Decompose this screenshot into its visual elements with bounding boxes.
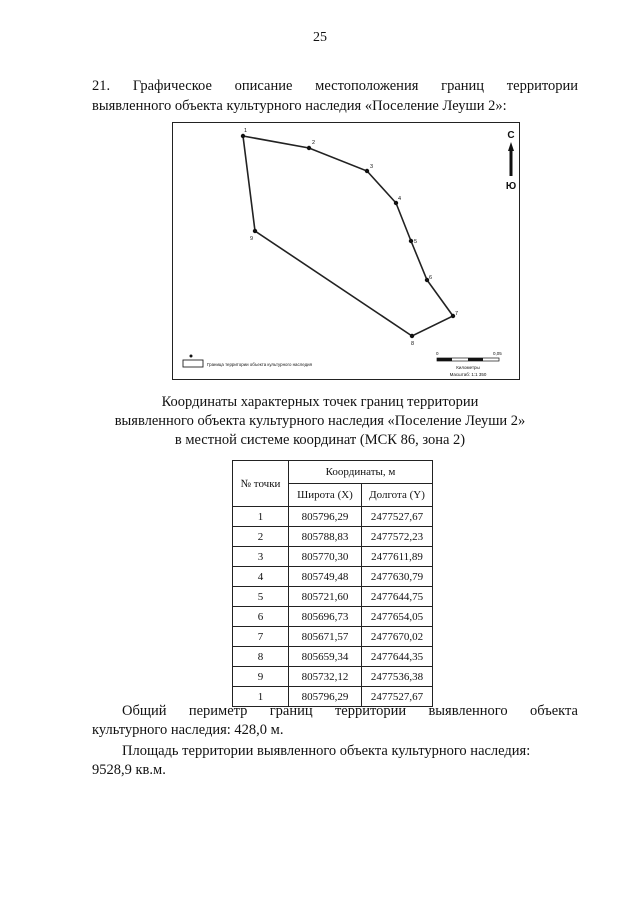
heading-word: описание [234,78,293,94]
heading-line-1 [92,76,578,96]
map-legend [183,355,313,368]
longitude-cell: 2477644,75 [362,587,433,607]
perimeter-word: объекта [529,703,578,719]
heading-word: границ [441,78,485,94]
point-number-cell: 7 [233,627,289,647]
latitude-cell: 805796,29 [289,687,362,707]
legend-boundary-swatch [183,360,203,367]
area-line-1: Площадь территории выявленного объекта культурного наследия: [122,743,531,759]
vertex-label-4: 4 [398,196,402,202]
coordinates-table [232,460,433,707]
heading-line-2: выявленного объекта культурного наследия «Поселение Леуши 2»: [92,98,507,114]
table-row [233,587,433,607]
vertex-label-9: 9 [250,236,254,242]
section-heading [92,76,578,116]
vertex-label-6: 6 [429,275,433,281]
latitude-cell: 805788,83 [289,527,362,547]
header-latitude: Широта (X) [289,484,362,507]
vertex-point-9 [253,229,257,233]
vertex-label-7: 7 [455,311,459,317]
map-drawing [173,123,521,381]
table-row [233,527,433,547]
scale-bar-segment [468,358,483,361]
arrow-head-icon [508,142,514,151]
table-row [233,667,433,687]
vertex-labels [244,128,458,347]
heading-word: территории [506,78,578,94]
perimeter-word: выявленного [428,703,508,719]
scale-units-label: Километры [456,365,480,370]
longitude-cell: 2477527,67 [362,687,433,707]
table-row [233,607,433,627]
longitude-cell: 2477611,89 [362,547,433,567]
perimeter-word: территории [334,703,407,719]
latitude-cell: 805732,12 [289,667,362,687]
vertex-markers [241,134,455,338]
header-coordinates: Координаты, м [289,461,433,484]
point-number-cell: 6 [233,607,289,627]
longitude-cell: 2477654,05 [362,607,433,627]
longitude-cell: 2477670,02 [362,627,433,647]
point-number-cell: 1 [233,507,289,527]
longitude-cell: 2477527,67 [362,507,433,527]
boundary-line [243,136,453,336]
north-arrow-icon [506,130,516,192]
perimeter-paragraph [92,702,578,740]
caption-line-2: выявленного объекта культурного наследия «Поселение Леуши 2» [114,413,526,429]
point-number-cell: 4 [233,567,289,587]
point-number-cell: 3 [233,547,289,567]
perimeter-word: Общий [122,703,167,719]
vertex-label-5: 5 [414,239,418,245]
scale-end-label: 0,05 [493,351,502,356]
table-row [233,507,433,527]
caption-line-1: Координаты характерных точек границ территории [161,394,479,410]
vertex-label-1: 1 [244,128,248,134]
latitude-cell: 805671,57 [289,627,362,647]
header-longitude: Долгота (Y) [362,484,433,507]
longitude-cell: 2477630,79 [362,567,433,587]
vertex-point-8 [410,334,414,338]
table-body [233,507,433,707]
heading-word: 21. [92,78,111,94]
scale-bar-segment [437,358,452,361]
point-number-cell: 2 [233,527,289,547]
legend-point-icon [190,355,193,358]
boundary-polygon [243,136,453,336]
perimeter-word: периметр [188,703,248,719]
area-paragraph [92,742,578,780]
scale-bar [436,351,502,377]
vertex-label-3: 3 [370,164,374,170]
latitude-cell: 805749,48 [289,567,362,587]
scale-zero-label: 0 [436,351,439,356]
boundary-map [172,122,520,380]
vertex-label-2: 2 [312,140,316,146]
arrow-shaft [510,151,513,176]
vertex-point-3 [365,169,369,173]
latitude-cell: 805721,60 [289,587,362,607]
point-number-cell: 5 [233,587,289,607]
vertex-label-8: 8 [411,341,415,347]
table-row [233,567,433,587]
vertex-point-1 [241,134,245,138]
header-point-number: № точки [233,461,289,507]
page-number: 25 [313,30,327,45]
perimeter-word: границ [269,703,313,719]
longitude-cell: 2477572,23 [362,527,433,547]
vertex-point-5 [409,239,413,243]
north-label: С [507,130,515,141]
area-line-2: 9528,9 кв.м. [92,762,166,778]
table-caption [0,393,640,450]
latitude-cell: 805659,34 [289,647,362,667]
table-row [233,547,433,567]
table-header-row [233,461,433,484]
caption-line-3: в местной системе координат (МСК 86, зона 2) [174,432,466,448]
table-head [233,461,433,507]
latitude-cell: 805770,30 [289,547,362,567]
point-number-cell: 8 [233,647,289,667]
latitude-cell: 805696,73 [289,607,362,627]
south-label: Ю [505,181,517,192]
scale-ratio-label: Масштаб: 1:1 350 [449,372,487,377]
heading-word: местоположения [315,78,419,94]
latitude-cell: 805796,29 [289,507,362,527]
longitude-cell: 2477644,35 [362,647,433,667]
perimeter-line-1 [92,702,578,721]
heading-word: Графическое [132,78,212,94]
table-row [233,647,433,667]
table-row [233,627,433,647]
vertex-point-2 [307,146,311,150]
perimeter-line-2: культурного наследия: 428,0 м. [92,722,284,738]
legend-text: Граница территории объекта культурного наследия [207,362,312,367]
longitude-cell: 2477536,38 [362,667,433,687]
point-number-cell: 9 [233,667,289,687]
point-number-cell: 1 [233,687,289,707]
